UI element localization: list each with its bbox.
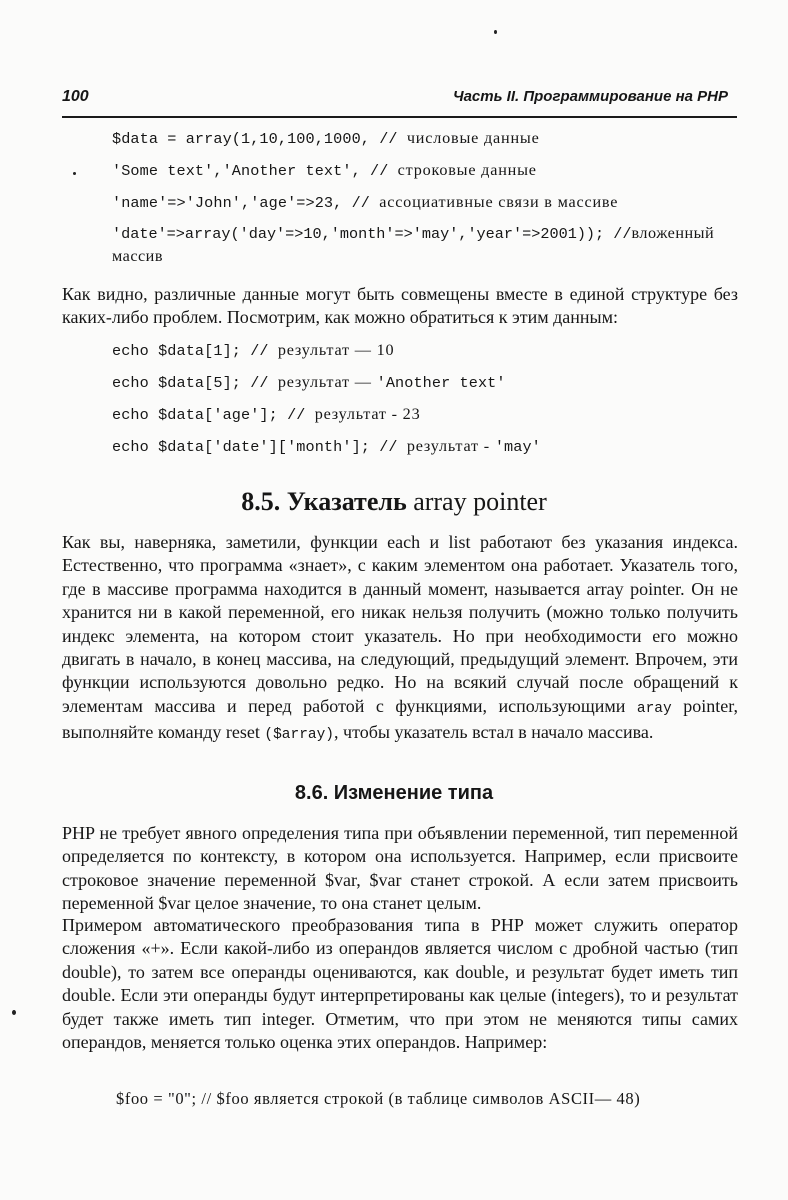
code-comment: результат — [277, 373, 377, 391]
code-line [112, 161, 537, 180]
code-line [112, 341, 394, 360]
section-heading-rest: array pointer [406, 487, 547, 516]
scan-speck [12, 1010, 16, 1015]
code-line [112, 193, 618, 212]
code-line [112, 129, 540, 148]
code-text: echo $data[5]; // [112, 374, 278, 392]
code-comment: числовые данные [406, 129, 540, 147]
code-comment: результат - 23 [314, 405, 421, 423]
code-text: $data = array(1,10,100,1000, // [112, 130, 407, 148]
code-comment: строковые данные [397, 161, 537, 179]
code-text: echo $data[1]; // [112, 342, 278, 360]
page-header [62, 84, 738, 114]
code-line: $foo = "0"; // $foo является строкой (в таблице символов ASCII— 48) [116, 1089, 641, 1108]
code-text: 'Another text' [376, 374, 506, 392]
header-rule [62, 116, 737, 118]
code-text: echo $data['date']['month']; // [112, 438, 407, 456]
code-text: echo $data['age']; // [112, 406, 315, 424]
code-comment: результат - [406, 437, 495, 455]
code-line [112, 373, 506, 392]
code-text: 'date'=>array('day'=>10,'month'=>'may','year'=>2001)); // [112, 225, 632, 243]
code-text: 'name'=>'John','age'=>23, // [112, 194, 380, 212]
scan-speck [73, 172, 76, 175]
section-heading-bold: 8.5. Указатель [241, 487, 407, 516]
code-line [112, 405, 420, 424]
section-heading [0, 487, 788, 517]
scan-speck [494, 30, 497, 34]
code-line-wrapped [112, 222, 738, 268]
section-heading: 8.6. Изменение типа [294, 782, 494, 804]
paragraph: Как видно, различные данные могут быть совмещены вместе в единой структуре без каких-либо проблем. Посмотрим, как можно обратиться к этим данным: [62, 284, 738, 328]
paragraph: Примером автоматического преобразования типа в PHP может служить оператор сложения «+». Если какой-либо из операндов является числом с дробной частью (тип double), то затем все операнды оцениваются, как double, и результат будет иметь тип double. Если эти операнды будут интерпретированы как целые (integers), то и результат будет также иметь тип integer. Отметим, что при этом не меняются типы самих операндов, меняется только оценка этих операндов. Например: [62, 915, 738, 1053]
code-comment: вложенный массив [112, 224, 715, 265]
page-number: 100 [62, 88, 89, 105]
code-comment: результат — 10 [277, 341, 395, 359]
code-text: 'Some text','Another text', // [112, 162, 398, 180]
running-title: Часть II. Программирование на PHP [452, 88, 728, 105]
code-comment: ассоциативные связи в массиве [379, 193, 619, 211]
code-line [112, 437, 541, 456]
code-text: 'may' [494, 438, 541, 456]
paragraph: Как вы, наверняка, заметили, функции each и list работают без указания индекса. Естественно, что программа «знает», с каким элементом она работает. Указатель того, где в массиве программа находится в данный момент, называется array pointer. Он не хранится ни в какой переменной, его никак нельзя получить (можно только получить индекс элемента, на котором стоит указатель. Но при необходимости его можно двигать в начало, в конец массива, на следующий, предыдущий элемент. Впрочем, эти функции используются довольно редко. Но на всякий случай после обращений к элементам массива и перед работой с функциями, использующими aray pointer, выполняйте команду reset ($array), чтобы указатель встал в начало массива. [62, 532, 739, 744]
paragraph: PHP не требует явного определения типа при объявлении переменной, тип переменной определяется по контексту, в котором она используется. Например, если присвоите строковое значение переменной $var, $var станет строкой. А если затем присвоить переменной $var целое значение, то она станет целым. [62, 823, 738, 914]
